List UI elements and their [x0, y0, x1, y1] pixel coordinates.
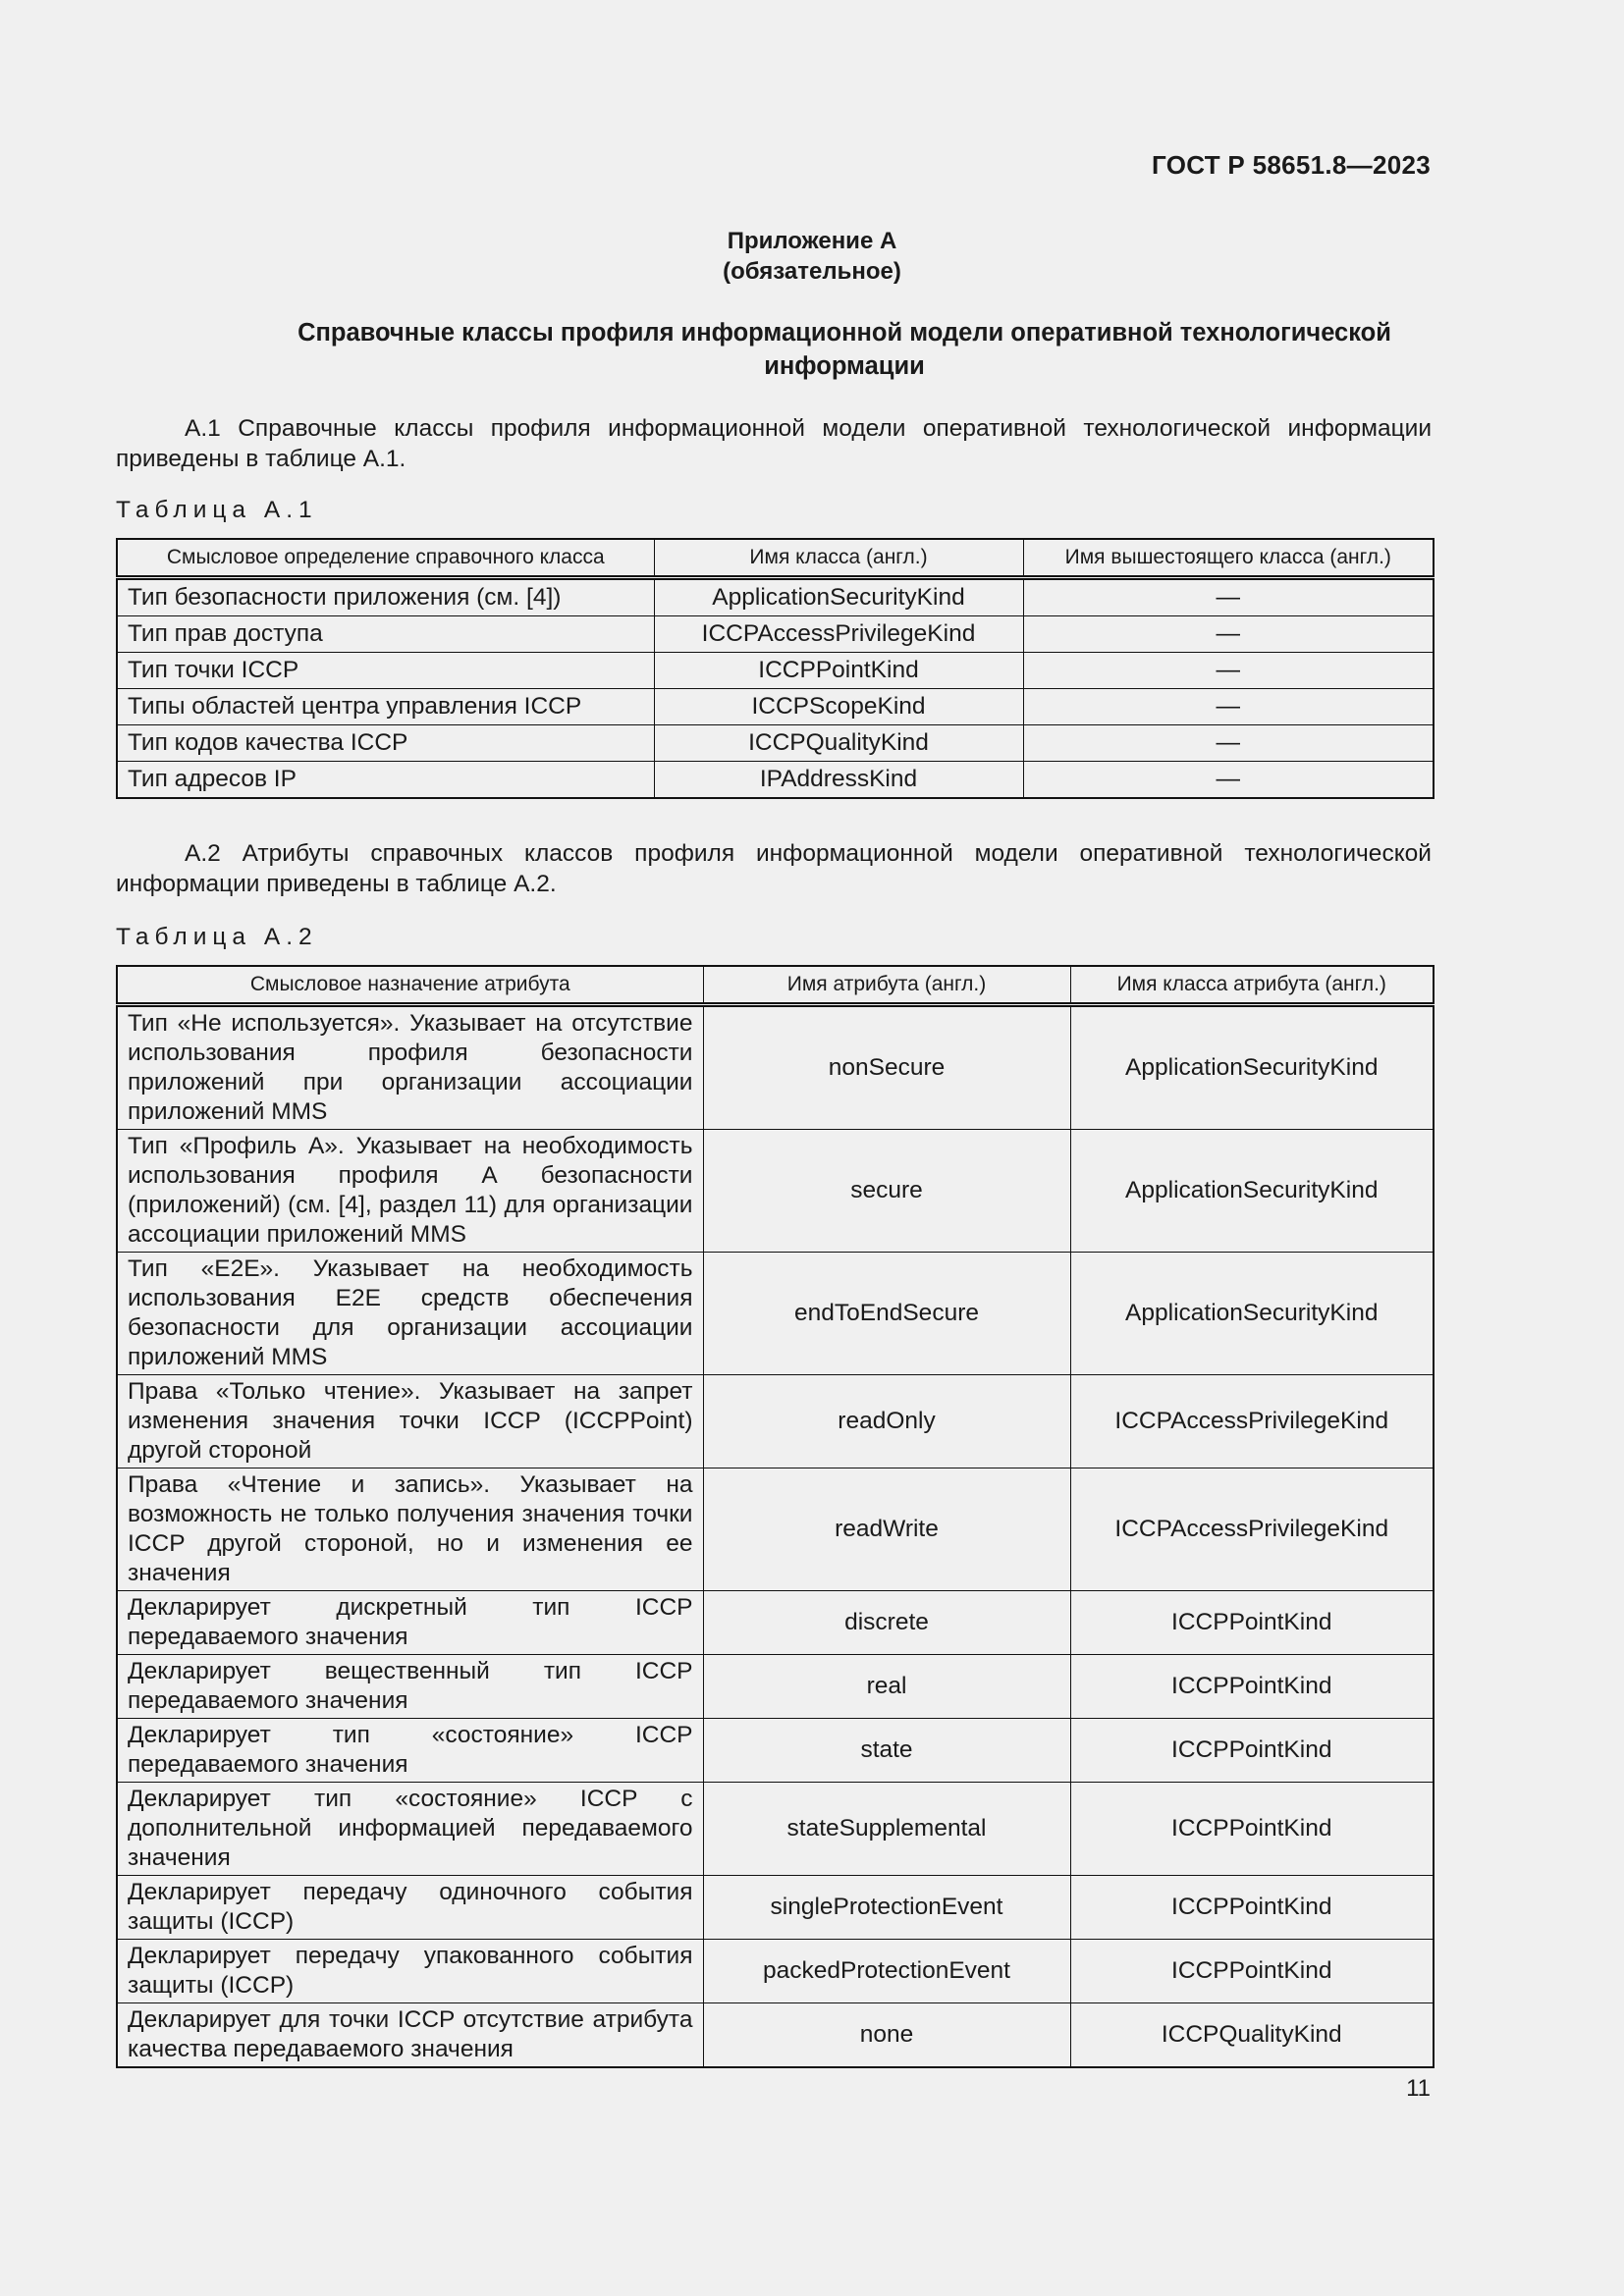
table-cell: none: [703, 2003, 1070, 2068]
table-cell: readWrite: [703, 1468, 1070, 1591]
table-cell: Тип адресов IP: [117, 762, 654, 799]
table-a1-caption: Таблица А.1: [116, 497, 318, 523]
table-a1-header-cell: Смысловое определение справочного класса: [117, 539, 654, 578]
table-cell: —: [1023, 725, 1434, 762]
table-cell: readOnly: [703, 1375, 1070, 1468]
paragraph-a1: А.1 Справочные классы профиля информационной модели оперативной технологической информации приведены в таблице А.1.: [116, 415, 1432, 472]
appendix-heading: [0, 226, 1624, 287]
table-cell: Тип «E2E». Указывает на необходимость использования E2E средств обеспечения безопасности для организации ассоциации приложений MMS: [117, 1253, 703, 1375]
table-row: [117, 2003, 1434, 2068]
table-cell: ICCPScopeKind: [654, 689, 1023, 725]
table-cell: ICCPPointKind: [1070, 1719, 1434, 1783]
table-row: [117, 1375, 1434, 1468]
table-cell: Тип безопасности приложения (см. [4]): [117, 578, 654, 616]
table-cell: ICCPPointKind: [1070, 1876, 1434, 1940]
table-cell: ICCPPointKind: [1070, 1655, 1434, 1719]
table-cell: ICCPPointKind: [654, 653, 1023, 689]
table-a1-header-cell: Имя класса (англ.): [654, 539, 1023, 578]
table-row: [117, 725, 1434, 762]
section-title: [157, 316, 1532, 383]
table-cell: ICCPAccessPrivilegeKind: [1070, 1375, 1434, 1468]
table-cell: ICCPPointKind: [1070, 1591, 1434, 1655]
table-a2-header-row: [117, 966, 1434, 1005]
table-cell: singleProtectionEvent: [703, 1876, 1070, 1940]
page-number: 11: [1406, 2075, 1431, 2102]
table-cell: Декларирует тип «состояние» ICCP с дополнительной информацией передаваемого значения: [117, 1783, 703, 1876]
table-cell: —: [1023, 653, 1434, 689]
table-cell: ApplicationSecurityKind: [1070, 1130, 1434, 1253]
table-cell: ICCPAccessPrivilegeKind: [654, 616, 1023, 653]
table-cell: Типы областей центра управления ICCP: [117, 689, 654, 725]
table-row: [117, 1876, 1434, 1940]
table-cell: Декларирует дискретный тип ICCP передаваемого значения: [117, 1591, 703, 1655]
table-cell: Декларирует для точки ICCP отсутствие атрибута качества передаваемого значения: [117, 2003, 703, 2068]
table-cell: ApplicationSecurityKind: [1070, 1253, 1434, 1375]
table-cell: packedProtectionEvent: [703, 1940, 1070, 2003]
table-a1-header-row: [117, 539, 1434, 578]
table-row: [117, 1655, 1434, 1719]
table-cell: nonSecure: [703, 1005, 1070, 1130]
section-title-line-1: Справочные классы профиля информационной модели оперативной технологической: [298, 319, 1391, 347]
table-row: [117, 1005, 1434, 1130]
table-cell: ApplicationSecurityKind: [654, 578, 1023, 616]
table-a1: [116, 538, 1435, 799]
table-cell: Декларирует передачу одиночного события защиты (ICCP): [117, 1876, 703, 1940]
table-row: [117, 616, 1434, 653]
appendix-status: (обязательное): [723, 258, 901, 285]
table-cell: real: [703, 1655, 1070, 1719]
table-cell: Права «Чтение и запись». Указывает на возможность не только получения значения точки ICCP другой стороной, но и изменения ее значения: [117, 1468, 703, 1591]
table-cell: endToEndSecure: [703, 1253, 1070, 1375]
table-row: [117, 1130, 1434, 1253]
table-row: [117, 1783, 1434, 1876]
table-cell: ICCPQualityKind: [1070, 2003, 1434, 2068]
table-cell: Тип прав доступа: [117, 616, 654, 653]
table-cell: ApplicationSecurityKind: [1070, 1005, 1434, 1130]
table-row: [117, 762, 1434, 799]
table-a1-header-cell: Имя вышестоящего класса (англ.): [1023, 539, 1434, 578]
table-row: [117, 1591, 1434, 1655]
table-cell: —: [1023, 578, 1434, 616]
table-cell: Декларирует передачу упакованного события защиты (ICCP): [117, 1940, 703, 2003]
table-cell: Тип кодов качества ICCP: [117, 725, 654, 762]
table-cell: Декларирует тип «состояние» ICCP передаваемого значения: [117, 1719, 703, 1783]
document-code: ГОСТ Р 58651.8—2023: [1152, 150, 1431, 180]
table-cell: ICCPPointKind: [1070, 1783, 1434, 1876]
table-a2-header-cell: Смысловое назначение атрибута: [117, 966, 703, 1005]
table-row: [117, 653, 1434, 689]
table-a2-header-cell: Имя атрибута (англ.): [703, 966, 1070, 1005]
table-row: [117, 1253, 1434, 1375]
table-row: [117, 689, 1434, 725]
table-row: [117, 1719, 1434, 1783]
table-cell: Права «Только чтение». Указывает на запрет изменения значения точки ICCP (ICCPPoint) другой стороной: [117, 1375, 703, 1468]
table-cell: —: [1023, 762, 1434, 799]
table-row: [117, 1940, 1434, 2003]
table-cell: ICCPAccessPrivilegeKind: [1070, 1468, 1434, 1591]
table-cell: Декларирует вещественный тип ICCP передаваемого значения: [117, 1655, 703, 1719]
table-cell: state: [703, 1719, 1070, 1783]
table-a2-header-cell: Имя класса атрибута (англ.): [1070, 966, 1434, 1005]
table-cell: discrete: [703, 1591, 1070, 1655]
table-cell: ICCPQualityKind: [654, 725, 1023, 762]
table-cell: IPAddressKind: [654, 762, 1023, 799]
table-cell: ICCPPointKind: [1070, 1940, 1434, 2003]
table-cell: Тип точки ICCP: [117, 653, 654, 689]
paragraph-a2: А.2 Атрибуты справочных классов профиля информационной модели оперативной технологической информации приведены в таблице А.2.: [116, 840, 1432, 897]
table-cell: stateSupplemental: [703, 1783, 1070, 1876]
table-cell: Тип «Не используется». Указывает на отсутствие использования профиля безопасности приложений при организации ассоциации приложений MMS: [117, 1005, 703, 1130]
table-cell: Тип «Профиль А». Указывает на необходимость использования профиля А безопасности (приложений) (см. [4], раздел 11) для организации ассоциации приложений MMS: [117, 1130, 703, 1253]
table-a2: [116, 965, 1435, 2068]
section-title-line-2: информации: [764, 352, 925, 380]
table-cell: secure: [703, 1130, 1070, 1253]
table-row: [117, 578, 1434, 616]
table-a2-caption: Таблица А.2: [116, 924, 318, 950]
table-cell: —: [1023, 616, 1434, 653]
appendix-title: Приложение А: [727, 228, 897, 254]
table-row: [117, 1468, 1434, 1591]
table-cell: —: [1023, 689, 1434, 725]
